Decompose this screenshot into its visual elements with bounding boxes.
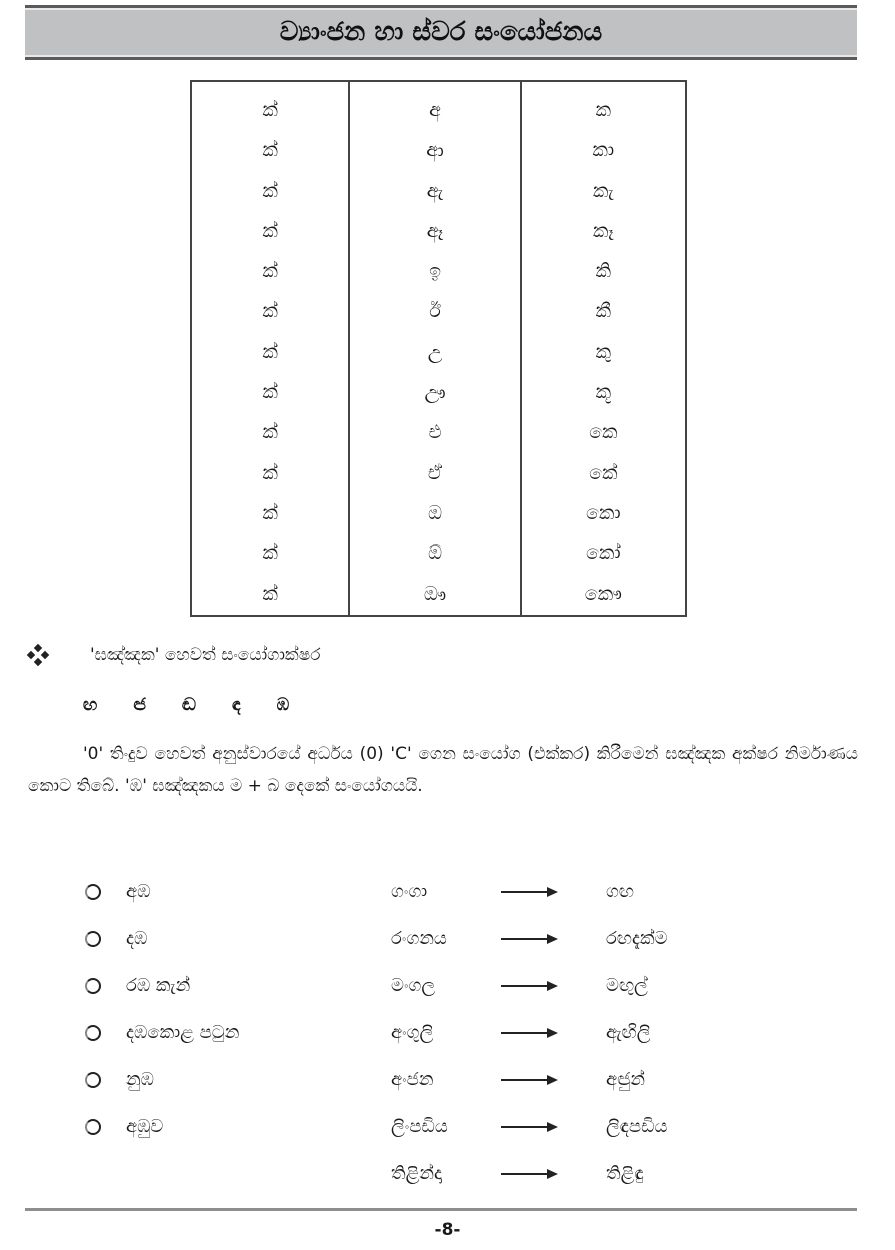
right-arrow-icon	[501, 1028, 558, 1038]
result-word: ඇඟිලි	[606, 1022, 651, 1043]
table-cell: කෝ	[586, 542, 621, 565]
table-cell: කො	[586, 501, 621, 524]
diamond-cluster-icon	[28, 645, 48, 665]
source-word: රංගනය	[391, 928, 447, 949]
table-cell: කා	[592, 139, 615, 162]
paragraph-text: '0' තිංදුව හෙවත් අනුස්වාරයේ අර්ධය (0) 'C' ගෙන සංයෝග (එක්කර) කිරීමෙන් ඝඤ්ඤක අක්ෂර නිර්මාණය කොට තිබේ. 'ඹ' ඝඤ්ඤකය ම + බ දෙකේ සංයෝගයයි.	[28, 744, 858, 796]
right-arrow-icon	[501, 1169, 558, 1179]
example-list	[85, 868, 785, 1197]
table-cell: කෙ	[589, 421, 618, 444]
list-item	[85, 1056, 785, 1103]
table-cell: ක්	[262, 421, 278, 444]
circle-bullet-icon	[85, 978, 101, 994]
section-heading-text: 'ඝඤ්ඤක' හෙවත් සංයෝගාක්ෂර	[90, 645, 321, 665]
table-cell: ක්	[262, 582, 278, 605]
result-word: මඟුල්	[606, 975, 648, 996]
table-cell: ඈ	[426, 219, 444, 242]
table-cell: උ	[427, 340, 443, 363]
consonant: ඹ	[276, 695, 290, 715]
example-word: අඹ	[126, 881, 151, 902]
result-word: ලිඳපඩිය	[606, 1116, 668, 1137]
right-arrow-icon	[501, 934, 558, 944]
source-word: තිළින්දා	[391, 1163, 442, 1184]
result-word: ගඟ	[606, 881, 635, 902]
table-cell: අ	[429, 99, 441, 121]
example-word: දඹ	[126, 928, 148, 949]
right-arrow-icon	[501, 887, 558, 897]
table-cell: ක්	[262, 300, 278, 323]
circle-bullet-icon	[85, 931, 101, 947]
right-arrow-icon	[501, 1122, 558, 1132]
consonant-column	[192, 82, 350, 615]
page-title: ව්‍යාංජන හා ස්වර සංයෝජනය	[279, 17, 603, 47]
page-number: -8-	[434, 1220, 461, 1240]
list-item	[85, 915, 785, 962]
table-cell: ක්	[262, 260, 278, 283]
consonant: ඳ	[232, 695, 241, 715]
table-cell: ඊ	[429, 300, 441, 323]
source-word: මංගල	[391, 975, 436, 996]
prenasalized-consonants	[83, 695, 325, 715]
example-word: නුඹ	[126, 1069, 154, 1090]
right-arrow-icon	[501, 981, 558, 991]
source-word: අංගුලි	[391, 1022, 434, 1043]
right-arrow-icon	[501, 1075, 558, 1085]
example-word: දඹකොළ පටුන	[126, 1022, 240, 1043]
table-cell: ක්	[262, 219, 278, 242]
table-cell: කේ	[589, 461, 618, 484]
table-cell: කි	[595, 260, 612, 283]
consonant: ඬ	[181, 695, 196, 715]
circle-bullet-icon	[85, 1025, 101, 1041]
table-cell: ඌ	[424, 381, 446, 404]
table-cell: ඒ	[427, 461, 443, 484]
result-word: රඟදැක්ම	[606, 928, 668, 949]
table-cell: කූ	[595, 381, 612, 404]
table-cell: ඇ	[426, 179, 444, 202]
table-cell: ඔ	[427, 501, 443, 524]
footer-divider	[25, 1208, 857, 1211]
section-heading	[28, 640, 321, 670]
list-item	[85, 962, 785, 1009]
circle-bullet-icon	[85, 884, 101, 900]
source-word: ගංගා	[391, 881, 428, 902]
consonant: ඦ	[133, 695, 146, 715]
table-cell: ඖ	[423, 582, 447, 605]
list-item	[85, 1103, 785, 1150]
source-word: අංජන	[391, 1069, 434, 1090]
example-word: අඹුව	[126, 1116, 164, 1137]
table-cell: ඕ	[427, 542, 443, 565]
result-word: අඦුන්	[606, 1069, 645, 1090]
table-cell: ක්	[262, 501, 278, 524]
consonant: ඟ	[83, 695, 98, 715]
circle-bullet-icon	[85, 1072, 101, 1088]
explanation-paragraph	[28, 738, 858, 802]
table-cell: ක්	[262, 461, 278, 484]
list-item	[85, 1009, 785, 1056]
example-word: රඹ කැන්	[126, 975, 191, 996]
table-cell: ක්	[262, 542, 278, 565]
table-cell: එ	[428, 421, 442, 444]
circle-bullet-icon	[85, 1119, 101, 1135]
table-cell: ක්	[262, 99, 278, 121]
table-cell: ඉ	[429, 260, 441, 283]
table-cell: කෑ	[592, 219, 614, 242]
result-word: තිළිඳු	[606, 1163, 644, 1184]
table-cell: ක්	[262, 139, 278, 162]
vowel-column	[350, 82, 521, 615]
table-cell: ක්	[262, 381, 278, 404]
table-cell: ක්	[262, 340, 278, 363]
page-header	[25, 5, 857, 60]
source-word: ලිංපඩිය	[391, 1116, 448, 1137]
table-cell: ආ	[426, 139, 444, 162]
table-cell: ක	[595, 99, 612, 121]
table-cell: කු	[595, 340, 612, 363]
list-item	[85, 1150, 785, 1197]
consonant-vowel-table	[190, 80, 687, 617]
table-cell: කැ	[592, 179, 614, 202]
table-cell: ක්	[262, 179, 278, 202]
table-cell: කෞ	[584, 582, 622, 605]
combined-column	[522, 82, 685, 615]
table-cell: කී	[595, 300, 612, 323]
list-item	[85, 868, 785, 915]
